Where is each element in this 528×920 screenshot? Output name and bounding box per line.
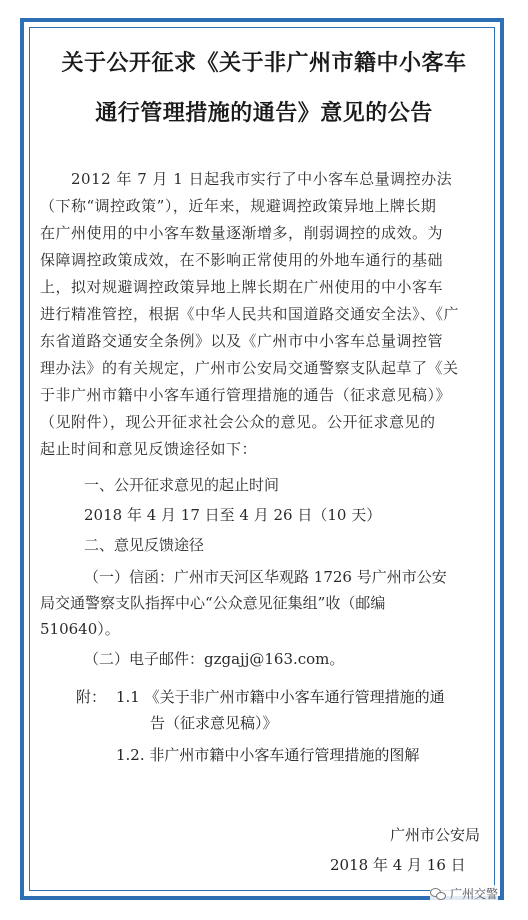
body-line: 东省道路交通安全条例》以及《广州市中小客车总量调控管 [40,332,444,350]
body-line: 2012 年 7 月 1 日起我市实行了中小客车总量调控办法 [40,170,453,188]
title-line-1: 关于公开征求《关于非广州市籍中小客车 [61,51,467,76]
attachment-label: 附： [76,688,107,706]
body-line: 保障调控政策成效，在不影响正常使用的外地车通行的基础 [40,251,444,269]
section-1-heading: 一、公开征求意见的起止时间 [84,476,280,494]
section-2-email: （二）电子邮件：gzgajj@163.com。 [84,650,345,668]
body-line: 于非广州市籍中小客车通行管理措施的通告（征求意见稿）》 [40,386,452,404]
watermark [430,885,498,902]
body-line: 理办法》的有关规定，广州市公安局交通警察支队起草了《关 [40,359,459,377]
body-line: 上，拟对规避调控政策异地上牌长期在广州使用的中小客车 [40,278,444,296]
body-line: （下称“调控政策”），近年来，规避调控政策异地上牌长期 [40,197,437,215]
section-1-dates: 2018 年 4 月 17 日至 4 月 26 日（10 天） [84,506,382,524]
section-2-letter-line: 局交通警察支队指挥中心“公众意见征集组”收（邮编 [40,594,386,612]
title-line-2: 通行管理措施的通告》意见的公告 [95,101,433,126]
wechat-icon [430,888,446,900]
signature-org: 广州市公安局 [390,826,481,844]
body-line: （见附件），现公开征求社会公众的意见。公开征求意见的 [40,413,436,431]
body-line: 起止时间和意见反馈途径如下： [40,440,258,458]
section-2-letter-line: 510640）。 [40,620,120,638]
body-line: 在广州使用的中小客车数量逐渐增多，削弱调控的成效。为 [40,224,444,242]
section-2-heading: 二、意见反馈途径 [84,536,205,554]
section-2-letter-line: （一）信函：广州市天河区华观路 1726 号广州市公安 [84,568,447,586]
signature-date: 2018 年 4 月 16 日 [330,856,466,874]
attachment-1-line-1: 1.1 《关于非广州市籍中小客车通行管理措施的通 [116,688,445,706]
attachment-2: 1.2. 非广州市籍中小客车通行管理措施的图解 [116,746,420,764]
watermark-text: 广州交警 [450,887,499,901]
document-frame [20,18,504,900]
attachment-1-line-2: 告（征求意见稿）》 [150,714,278,732]
body-line: 进行精准管控，根据《中华人民共和国道路交通安全法》、《广 [40,305,460,323]
